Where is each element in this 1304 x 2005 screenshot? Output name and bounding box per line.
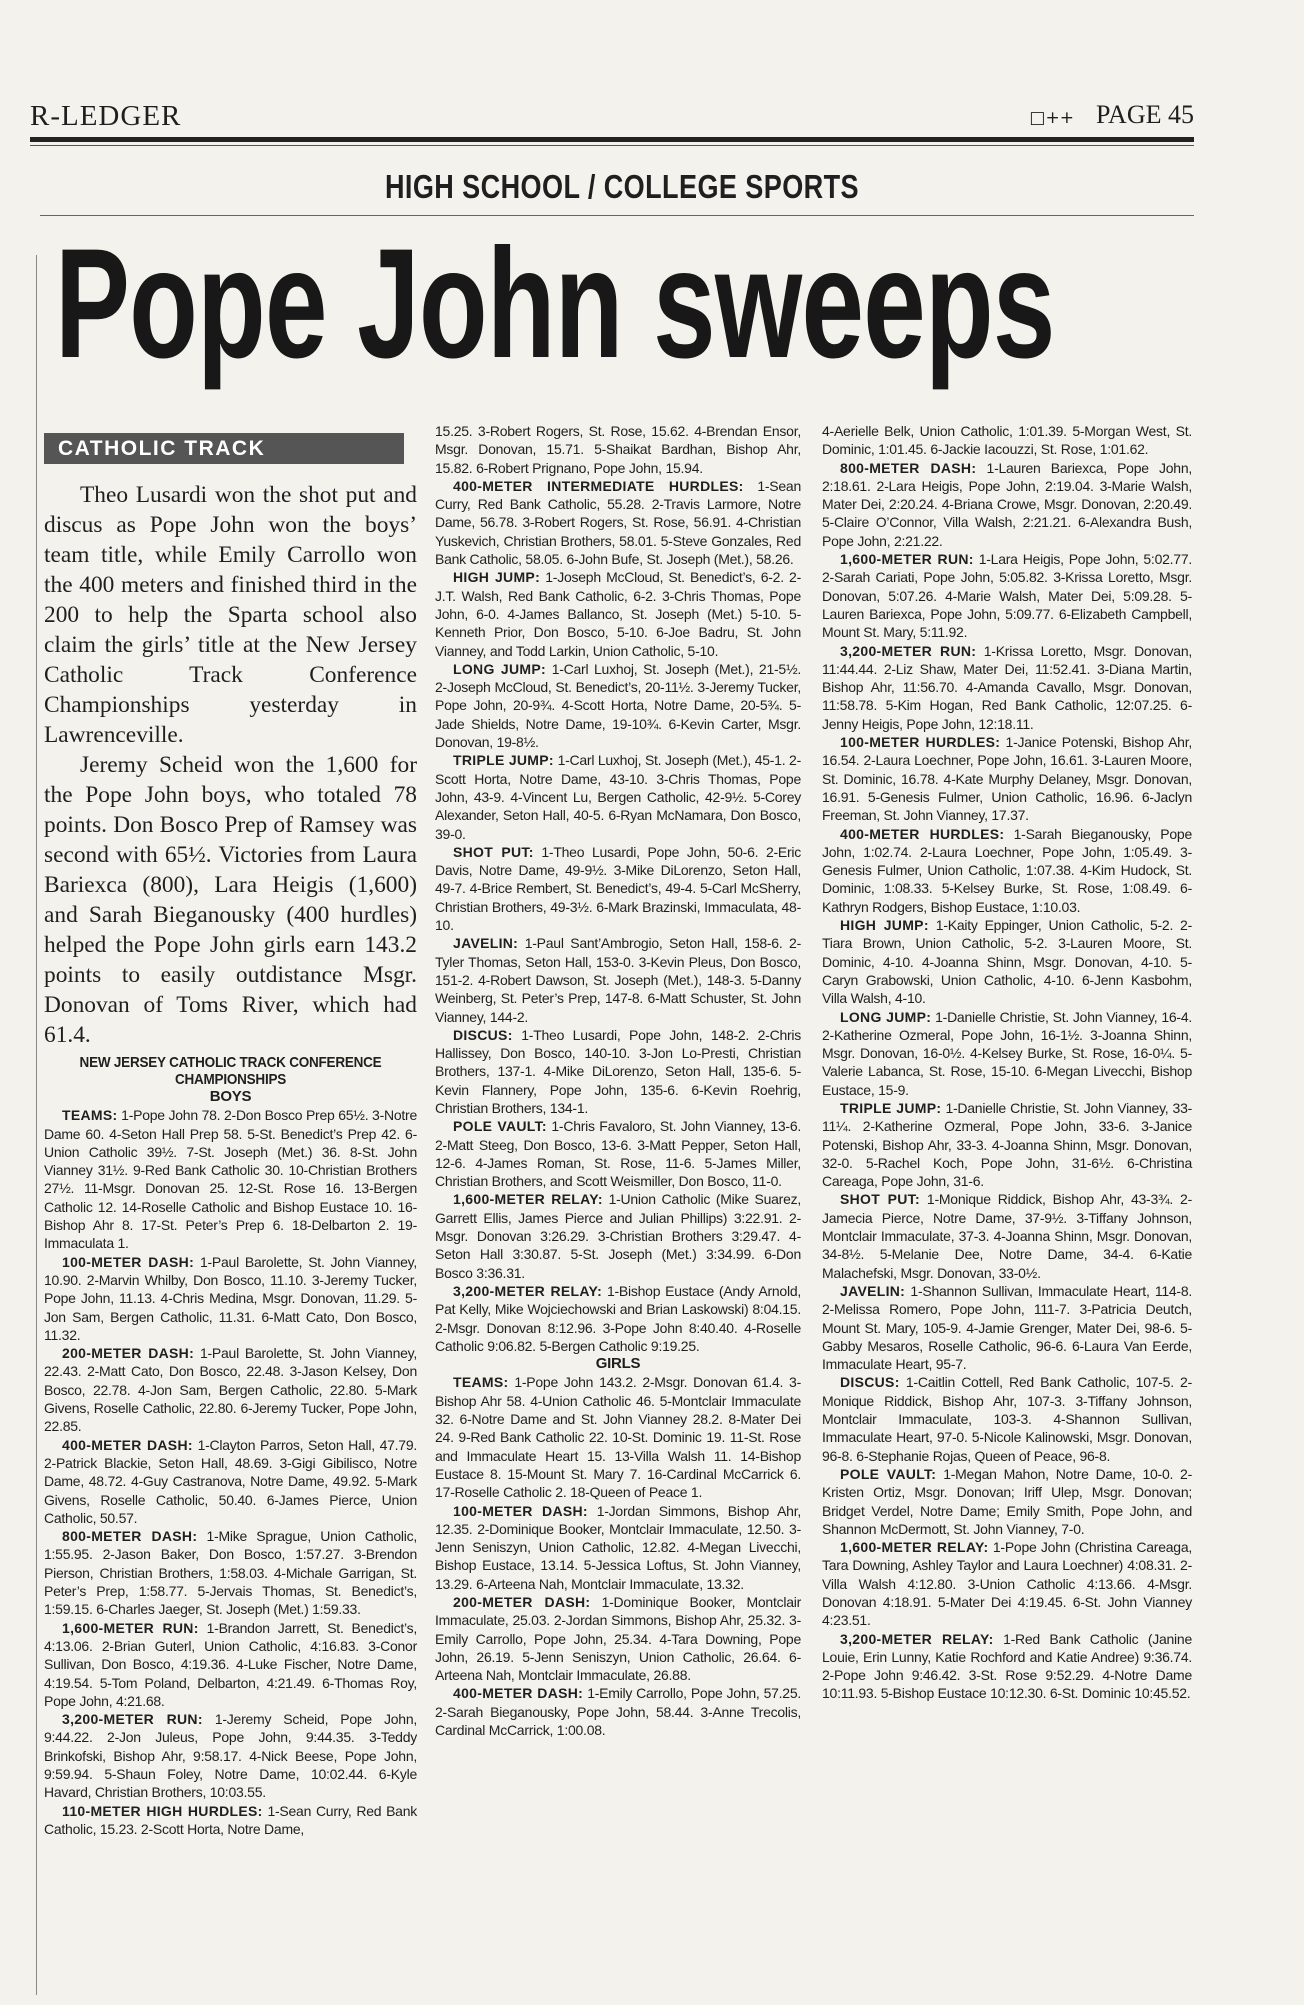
event-results: 15.25. 3-Robert Rogers, St. Rose, 15.62. 4-Brendan Ensor, Msgr. Donovan, 15.71. 5-Shaikat Bardhan, Bishop Ahr, 15.82. 6-Robert Prignano, Pope John, 15.94. <box>435 423 801 476</box>
result-entry <box>435 751 801 842</box>
article-lede <box>44 480 417 1050</box>
event-results: 1-Danielle Christie, St. John Vianney, 16-4. 2-Katherine Ozmeral, Pope John, 16-1½. 3-Joanna Shinn, Msgr. Donovan, 16-0½. 4-Kelsey Burke, St. Rose, 16-0¼. 5-Valerie Labanca, St. Rose, 15-10. 6-Megan Livecchi, Bishop Eustace, 15-9. <box>822 1008 1193 1098</box>
event-results: 1-Union Catholic (Mike Suarez, Garrett Ellis, James Pierce and Julian Phillips) 3:22.91. 2-Msgr. Donovan 3:26.29. 3-Christian Brothers 3:29.47. 4-Seton Hall 3:30.87. 5-St. Joseph (Met.) 3:34.99. 6-Don Bosco 3:36.31. <box>435 1191 802 1281</box>
newspaper-name: R-LEDGER <box>30 100 182 132</box>
event-name: 100-METER DASH: <box>453 1502 588 1519</box>
event-results: 1-Sean Curry, Red Bank Catholic, 55.28. 2-Travis Larmore, Notre Dame, 56.78. 3-Robert Rogers, St. Rose, 56.91. 4-Christian Yuskevich, Christian Brothers, 58.01. 5-Steve Gonzales, Red Bank Catholic, 58.05. 6-John Bufe, St. Joseph (Met.), 58.26. <box>435 477 801 568</box>
event-name: 800-METER DASH: <box>840 459 977 476</box>
event-results: 1-Mike Sprague, Union Catholic, 1:55.95. 2-Jason Baker, Don Bosco, 1:57.27. 3-Brendon Pierson, Christian Brothers, 1:58.03. 4-Michale Garrigan, St. Peter’s Prep, 1:58.77. 5-Jervais Thomas, St. Benedict’s, 1:59.15. 6-Charles Jaeger, St. Joseph (Met.) 1:59.33. <box>44 1528 417 1618</box>
result-entry <box>44 1619 417 1710</box>
event-results: 1-Paul Barolette, St. John Vianney, 22.43. 2-Matt Cato, Don Bosco, 22.48. 3-Jason Kelsey, Don Bosco, 22.78. 4-Jon Sam, Bergen Catholic, 22.80. 5-Mark Givens, Roselle Catholic, 22.80. 6-Jeremy Tucker, Pope John, 22.85. <box>44 1345 417 1435</box>
event-name: 100-METER DASH: <box>62 1253 195 1270</box>
event-name: 400-METER HURDLES: <box>840 825 1005 842</box>
result-entry <box>435 568 801 659</box>
event-results: 1-Brandon Jarrett, St. Benedict’s, 4:13.06. 2-Brian Guterl, Union Catholic, 4:16.83. 3-Conor Sullivan, Don Bosco, 4:19.36. 4-Luke Fischer, Notre Dame, 4:19.54. 5-Tom Poland, Delbarton, 4:21.49. 6-Thomas Roy, Pope John, 4:21.68. <box>44 1619 418 1709</box>
event-results: 1-Megan Mahon, Notre Dame, 10-0. 2-Kristen Ortiz, Msgr. Donovan; Iriff Ulep, Msgr. Donovan; Bridget Verdel, Notre Dame; Emily Smith, Pope John, and Shannon McDermott, St. John Vianney, 7-0. <box>822 1465 1192 1537</box>
results-column-3 <box>822 422 1192 1703</box>
event-name: 100-METER HURDLES: <box>840 734 1001 751</box>
result-entry <box>435 1593 801 1684</box>
result-entry <box>44 1253 417 1344</box>
event-name: 3,200-METER RELAY: <box>453 1282 603 1299</box>
result-entry <box>44 1344 417 1435</box>
event-results: 1-Emily Carrollo, Pope John, 57.25. 2-Sarah Bieganousky, Pope John, 58.44. 3-Anne Trecolis, Cardinal McCarrick, 1:00.08. <box>435 1685 802 1739</box>
event-results: 1-Shannon Sullivan, Immaculate Heart, 114-8. 2-Melissa Romero, Pope John, 111-7. 3-Patricia Deutch, Mount St. Mary, 105-9. 4-Jamie Grenger, Mater Dei, 98-6. 5-Gabby Mesaros, Roselle Catholic, 96-6. 6-Laura Van Eerde, Immaculate Heart, 95-7. <box>822 1282 1193 1373</box>
event-results: 1-Lauren Bariexca, Pope John, 2:18.61. 2-Lara Heigis, Pope John, 2:19.04. 3-Marie Walsh, Mater Dei, 2:20.24. 4-Briana Crowe, Msgr. Donovan, 2:20.49. 5-Claire O’Connor, Villa Walsh, 2:21.21. 6-Alexandra Bush, Pope John, 2:21.22. <box>822 459 1193 549</box>
result-entry <box>44 1710 417 1801</box>
event-results: 1-Janice Potenski, Bishop Ahr, 16.54. 2-Laura Loechner, Pope John, 16.61. 3-Lauren Moore, St. Dominic, 16.78. 4-Kate Murphy Delaney, Msgr. Donovan, 16.91. 5-Genesis Fulmer, Union Catholic, 16.96. 6-Jaclyn Freeman, St. John Vianney, 17.37. <box>822 734 1192 824</box>
event-results: 1-Clayton Parros, Seton Hall, 47.79. 2-Patrick Blackie, Seton Hall, 48.69. 3-Gigi Gibilisco, Notre Dame, 48.72. 4-Guy Castranova, Notre Dame, 49.92. 5-Mark Givens, Roselle Catholic, 50.40. 6-James Pierce, Union Catholic, 50.57. <box>44 1436 418 1526</box>
column-rule <box>36 255 37 1995</box>
header-rule-thin <box>30 145 1194 146</box>
event-name: HIGH JUMP: <box>840 917 929 934</box>
result-entry <box>435 1190 801 1281</box>
result-entry <box>44 1802 417 1839</box>
event-name: 400-METER DASH: <box>62 1436 193 1453</box>
result-entry <box>435 422 801 477</box>
event-name: 3,200-METER RELAY: <box>840 1630 994 1647</box>
page-number <box>1029 100 1194 130</box>
event-name: 1,600-METER RUN: <box>840 551 974 568</box>
result-entry <box>435 1117 801 1190</box>
event-name: DISCUS: <box>840 1374 900 1391</box>
event-results: 1-Pope John (Christina Careaga, Tara Downing, Ashley Taylor and Laura Loechner) 4:08.31. 2-Villa Walsh 4:12.80. 3-Union Catholic 4:13.66. 4-Msgr. Donovan 4:18.91. 5-Mater Dei 4:19.45. 6-St. John Vianney 4:23.51. <box>822 1539 1193 1629</box>
result-entry <box>822 1190 1192 1281</box>
event-results: 1-Jeremy Scheid, Pope John, 9:44.22. 2-Jon Juleus, Pope John, 9:44.35. 3-Teddy Brinkofski, Bishop Ahr, 9:58.17. 4-Nick Beese, Pope John, 9:59.94. 5-Shaun Foley, Notre Dame, 10:02.44. 6-Kyle Havard, Christian Brothers, 10:03.55. <box>44 1711 418 1801</box>
result-entry <box>822 1538 1192 1629</box>
event-results: 1-Caitlin Cottell, Red Bank Catholic, 107-5. 2-Monique Riddick, Bishop Ahr, 107-3. 3-Tiffany Johnson, Montclair Immaculate, 103-3. 4-Shannon Sullivan, Immaculate Heart, 97-0. 5-Nicole Kalinowski, Msgr. Donovan, 96-8. 6-Stephanie Rojas, Queen of Peace, 96-8. <box>822 1374 1193 1464</box>
event-name: JAVELIN: <box>840 1282 906 1299</box>
event-name: 3,200-METER RUN: <box>840 642 977 659</box>
event-name: LONG JUMP: <box>840 1008 932 1025</box>
result-entry <box>822 642 1192 733</box>
result-entry <box>822 1465 1192 1538</box>
event-name: SHOT PUT: <box>453 843 534 860</box>
result-entry <box>435 1282 801 1355</box>
event-name: LONG JUMP: <box>453 660 546 677</box>
result-entry <box>435 1684 801 1739</box>
lede-paragraph: Theo Lusardi won the shot put and discus as Pope John won the boys’ team title, while Emily Carrollo won the 400 meters and finished third in the 200 to help the Sparta school also claim the girls’ title at the New Jersey Catholic Track Conference Championships yesterday in Lawrenceville. <box>44 482 417 748</box>
result-entry <box>435 843 801 934</box>
section-rule <box>40 215 1194 216</box>
event-results: 1-Carl Luxhoj, St. Joseph (Met.), 45-1. 2-Scott Horta, Notre Dame, 43-10. 3-Chris Thomas, Pope John, 43-9. 4-Vincent Lu, Bergen Catholic, 42-9½. 5-Corey Alexander, Seton Hall, 40-5. 6-Ryan McNamara, Don Bosco, 39-0. <box>435 752 801 842</box>
results-title: NEW JERSEY CATHOLIC TRACK CONFERENCE CHAMPIONSHIPS <box>79 1054 382 1088</box>
event-results: 1-Joseph McCloud, St. Benedict’s, 6-2. 2-J.T. Walsh, Red Bank Catholic, 6-2. 3-Chris Thomas, Pope John, 6-0. 4-James Ballanco, St. Joseph (Met.) 5-10. 5-Kenneth Prior, Don Bosco, 5-10. 6-Joe Badru, St. John Vianney, and Todd Larkin, Union Catholic, 5-10. <box>435 569 802 659</box>
event-results: 1-Sean Curry, Red Bank Catholic, 15.23. 2-Scott Horta, Notre Dame, <box>44 1802 418 1837</box>
event-name: HIGH JUMP: <box>453 569 541 586</box>
event-results: 1-Theo Lusardi, Pope John, 50-6. 2-Eric Davis, Notre Dame, 49-9½. 3-Mike DiLorenzo, Seton Hall, 49-7. 4-Brice Rembert, St. Benedict’s, 49-4. 5-Carl McSherry, Christian Brothers, 49-3½. 6-Mark Brazinski, Immaculata, 48-10. <box>435 843 802 934</box>
event-results: 1-Theo Lusardi, Pope John, 148-2. 2-Chris Hallissey, Don Bosco, 140-10. 3-Jon Lo-Presti, Christian Brothers, 137-1. 4-Mike DiLorenzo, Seton Hall, 135-6. 5-Kevin Flannery, Pope John, 135-6. 6-Kevin Roehrig, Christian Brothers, 134-1. <box>435 1026 802 1116</box>
event-name: POLE VAULT: <box>453 1118 547 1135</box>
boys-heading: BOYS <box>209 1088 252 1105</box>
event-results: 1-Dominique Booker, Montclair Immaculate, 25.03. 2-Jordan Simmons, Bishop Ahr, 25.32. 3-Emily Carrollo, Pope John, 25.34. 4-Tara Downing, Pope John, 26.19. 5-Jenn Seniszyn, Union Catholic, 26.64. 6-Arteena Nah, Montclair Immaculate, 26.88. <box>435 1594 801 1684</box>
section-title: HIGH SCHOOL / COLLEGE SPORTS <box>384 168 860 205</box>
event-name: 400-METER INTERMEDIATE HURDLES: <box>453 477 744 494</box>
result-entry <box>822 550 1192 641</box>
result-entry <box>822 1630 1192 1703</box>
event-name: TRIPLE JUMP: <box>840 1099 942 1116</box>
lede-paragraph: Jeremy Scheid won the 1,600 for the Pope John boys, who totaled 78 points. Don Bosco Prep of Ramsey was second with 65½. Victories from Laura Bariexca (800), Lara Heigis (1,600) and Sarah Bieganousky (400 hurdles) helped the Pope John girls earn 143.2 points to easily outdistance Msgr. Donovan of Toms River, which had 61.4. <box>44 752 417 1048</box>
event-results: 1-Red Bank Catholic (Janine Louie, Erin Lunny, Katie Rochford and Katie Andree) 9:36.74. 2-Pope John 9:46.42. 3-St. Rose 9:52.29. 4-Notre Dame 10:11.93. 5-Bishop Eustace 10:12.30. 6-St. Dominic 10:45.52. <box>822 1630 1192 1702</box>
headline: Pope John sweeps <box>55 217 1055 391</box>
event-name: TRIPLE JUMP: <box>453 752 554 769</box>
kicker-label: CATHOLIC TRACK <box>44 433 404 464</box>
event-name: 200-METER DASH: <box>453 1594 591 1610</box>
result-entry <box>44 1106 417 1252</box>
result-entry <box>822 1373 1192 1464</box>
event-results: 1-Lara Heigis, Pope John, 5:02.77. 2-Sarah Cariati, Pope John, 5:05.82. 3-Krissa Loretto, Msgr. Donovan, 5:07.26. 4-Marie Walsh, Mater Dei, 5:09.28. 5-Lauren Bariexca, Pope John, 5:09.77. 6-Elizabeth Campbell, Mount St. Mary, 5:11.92. <box>822 551 1192 641</box>
event-results: 1-Paul Barolette, St. John Vianney, 10.90. 2-Marvin Whilby, Don Bosco, 11.10. 3-Jeremy Tucker, Pope John, 11.13. 4-Chris Medina, Msgr. Donovan, 11.29. 5-Jon Sam, Bergen Catholic, 11.31. 6-Matt Cato, Don Bosco, 11.32. <box>44 1253 417 1343</box>
page-label: PAGE 45 <box>1095 100 1194 129</box>
event-name: TEAMS: <box>62 1107 118 1124</box>
event-results: 1-Pope John 78. 2-Don Bosco Prep 65½. 3-Notre Dame 60. 4-Seton Hall Prep 58. 5-St. Benedict’s Prep 42. 6-Union Catholic 39½. 7-St. Joseph (Met.) 36. 8-St. John Vianney 31½. 9-Red Bank Catholic 30. 10-Christian Brothers 27½. 11-Msgr. Donovan 25. 12-St. Rose 16. 13-Bergen Catholic 12. 14-Roselle Catholic and Bishop Eustace 10. 16-Bishop Ahr 8. 17-St. Peter’s Prep 6. 18-Delbarton 2. 19-Immaculata 1. <box>44 1107 417 1252</box>
event-name: 800-METER DASH: <box>62 1528 198 1545</box>
results-column-1 <box>44 1054 417 1838</box>
event-results: 1-Carl Luxhoj, St. Joseph (Met.), 21-5½. 2-Joseph McCloud, St. Benedict’s, 20-11½. 3-Jeremy Tucker, Pope John, 20-9¾. 4-Scott Horta, Notre Dame, 20-5¾. 5-Jade Shields, Notre Dame, 19-10¾. 6-Kevin Carter, Msgr. Donovan, 19-8½. <box>435 660 802 751</box>
result-entry <box>822 916 1192 1007</box>
event-name: 400-METER DASH: <box>453 1685 584 1702</box>
result-entry <box>822 422 1192 459</box>
event-results: 1-Kaity Eppinger, Union Catholic, 5-2. 2-Tiara Brown, Union Catholic, 5-2. 3-Lauren Moore, St. Dominic, 4-10. 4-Joanna Shinn, Msgr. Donovan, 4-10. 5-Caryn Grabowski, Union Catholic, 4-10. 6-Jenn Kasbohm, Villa Walsh, 4-10. <box>822 917 1193 1007</box>
event-results: 1-Bishop Eustace (Andy Arnold, Pat Kelly, Mike Wojciechowski and Brian Laskowski) 8:04.15. 2-Msgr. Donovan 8:12.96. 3-Pope John 8:40.40. 4-Roselle Catholic 9:06.82. 5-Bergen Catholic 9:19.25. <box>435 1282 801 1354</box>
event-results: 1-Sarah Bieganousky, Pope John, 1:02.74. 2-Laura Loechner, Pope John, 1:05.49. 3-Genesis Fulmer, Union Catholic, 1:07.38. 4-Kim Hudock, St. Dominic, 1:08.33. 5-Kelsey Burke, St. Rose, 1:08.49. 6-Kathryn Rodgers, Bishop Eustace, 1:10.03. <box>822 825 1192 915</box>
event-name: POLE VAULT: <box>840 1465 937 1482</box>
result-entry <box>435 1502 801 1593</box>
result-entry <box>435 1026 801 1117</box>
result-entry <box>435 1373 801 1501</box>
event-results: 1-Monique Riddick, Bishop Ahr, 43-3¾. 2-Jamecia Pierce, Notre Dame, 37-9½. 3-Tiffany Johnson, Montclair Immaculate, 37-3. 4-Joanna Shinn, Msgr. Donovan, 34-8½. 5-Melanie Dee, Notre Dame, 34-4. 6-Katie Malachefski, Msgr. Donovan, 33-0½. <box>822 1191 1192 1281</box>
event-name: 110-METER HIGH HURDLES: <box>62 1802 263 1819</box>
event-name: JAVELIN: <box>453 935 519 952</box>
result-entry <box>822 1008 1192 1099</box>
event-name: TEAMS: <box>453 1374 509 1391</box>
event-results: 4-Aerielle Belk, Union Catholic, 1:01.39. 5-Morgan West, St. Dominic, 1:01.45. 6-Jackie Iacouzzi, St. Rose, 1:01.62. <box>822 423 1192 458</box>
event-name: DISCUS: <box>453 1026 513 1043</box>
edition-icon: □++ <box>1029 108 1074 128</box>
result-entry <box>822 825 1192 916</box>
result-entry <box>822 459 1192 550</box>
result-entry <box>822 733 1192 824</box>
event-name: 1,600-METER RELAY: <box>453 1191 603 1208</box>
result-entry <box>44 1436 417 1527</box>
result-entry <box>822 1099 1192 1190</box>
event-name: 1,600-METER RELAY: <box>840 1539 989 1556</box>
result-entry <box>44 1527 417 1618</box>
result-entry <box>822 1282 1192 1373</box>
event-results: 1-Jordan Simmons, Bishop Ahr, 12.35. 2-Dominique Booker, Montclair Immaculate, 12.50. 3-Jenn Seniszyn, Union Catholic, 12.82. 4-Megan Livecchi, Bishop Eustace, 13.14. 5-Jessica Loftus, St. John Vianney, 13.29. 6-Arteena Nah, Montclair Immaculate, 13.32. <box>435 1502 801 1592</box>
event-results: 1-Krissa Loretto, Msgr. Donovan, 11:44.44. 2-Liz Shaw, Mater Dei, 11:52.41. 3-Diana Martin, Bishop Ahr, 11:56.70. 4-Amanda Cavallo, Msgr. Donovan, 11:58.78. 5-Kim Hogan, Red Bank Catholic, 12:07.25. 6-Jenny Heigis, Pope John, 12:18.11. <box>822 642 1193 732</box>
result-entry <box>435 477 801 568</box>
event-name: SHOT PUT: <box>840 1191 920 1208</box>
event-name: 1,600-METER RUN: <box>62 1619 199 1636</box>
results-column-2 <box>435 422 801 1739</box>
header-rule <box>30 137 1194 142</box>
result-entry <box>435 660 801 751</box>
event-results: 1-Chris Favaloro, St. John Vianney, 13-6. 2-Matt Steeg, Don Bosco, 13-6. 3-Matt Pepper, Seton Hall, 12-6. 4-James Roman, St. Rose, 11-6. 5-James Miller, Christian Brothers, and Scott Weismiller, Don Bosco, 11-0. <box>435 1118 801 1190</box>
event-results: 1-Paul Sant’Ambrogio, Seton Hall, 158-6. 2-Tyler Thomas, Seton Hall, 153-0. 3-Kevin Pleus, Don Bosco, 151-2. 4-Robert Dawson, St. Joseph (Met.), 148-3. 5-Danny Weinberg, St. Peter’s Prep, 147-8. 6-Matt Schuster, St. John Vianney, 144-2. <box>435 935 802 1025</box>
event-results: 1-Danielle Christie, St. John Vianney, 33-11¼. 2-Katherine Ozmeral, Pope John, 33-6. 3-Janice Potenski, Bishop Ahr, 33-3. 4-Joanna Shinn, Msgr. Donovan, 32-0. 5-Rachel Koch, Pope John, 31-6½. 6-Christina Careaga, Pope John, 31-6. <box>822 1099 1193 1190</box>
event-name: 3,200-METER RUN: <box>62 1711 203 1728</box>
girls-heading: GIRLS <box>595 1355 641 1373</box>
event-name: 200-METER DASH: <box>62 1345 195 1362</box>
event-results: 1-Pope John 143.2. 2-Msgr. Donovan 61.4. 3-Bishop Ahr 58. 4-Union Catholic 46. 5-Montclair Immaculate 32. 6-Notre Dame and St. John Vianney 28.2. 8-Mater Dei 24. 9-Red Bank Catholic 22. 10-St. Dominic 19. 11-St. Rose and Immaculate Heart 15. 13-Villa Walsh 11. 14-Bishop Eustace 8. 15-Mount St. Mary 7. 16-Cardinal McCarrick 6. 17-Roselle Catholic 2. 18-Queen of Peace 1. <box>435 1374 802 1501</box>
result-entry <box>435 934 801 1025</box>
